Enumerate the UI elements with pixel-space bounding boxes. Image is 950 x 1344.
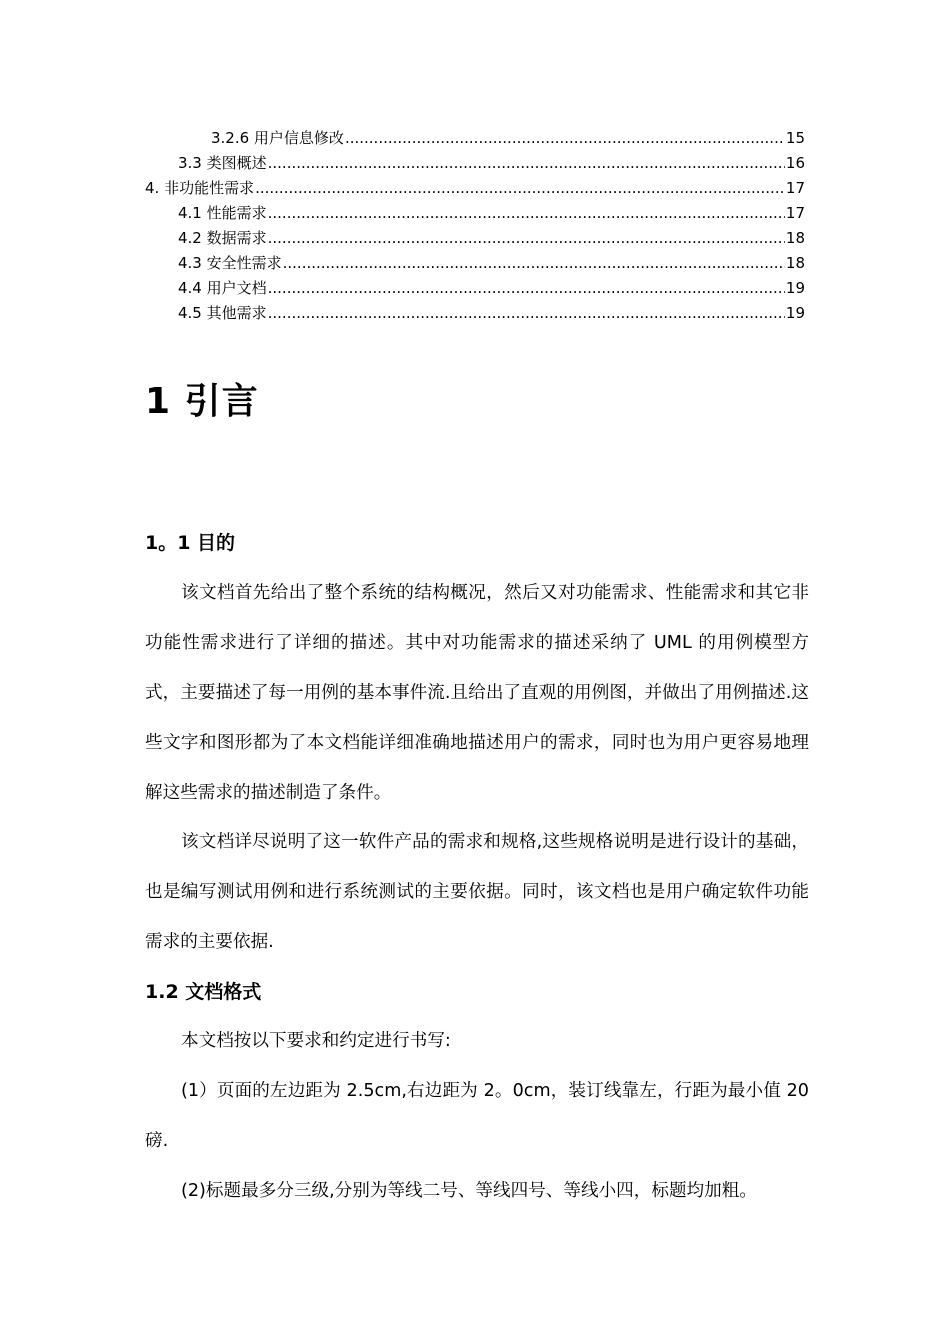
- toc-entry-label: 3.2.6 用户信息修改: [211, 129, 344, 147]
- paragraph: (1）页面的左边距为 2.5cm,右边距为 2。0cm，装订线靠左，行距为最小值 20 磅.: [145, 1081, 809, 1151]
- paragraph: 该文档首先给出了整个系统的结构概况，然后又对功能需求、性能需求和其它非功能性需求进行了详细的描述。其中对功能需求的描述采纳了 UML 的用例模型方式，主要描述了每一用例的基本事件流.且给出了直观的用例图，并做出了用例描述.这些文字和图形都为了本文档能详细准确地描述用户的需求，同时也为用户更容易地理解这些需求的描述制造了条件。: [145, 583, 809, 803]
- toc-leader-dots: [268, 276, 785, 301]
- toc-entry[interactable]: [145, 251, 805, 276]
- toc-entry[interactable]: [145, 276, 805, 301]
- section-title-format: 1.2 文档格式: [145, 981, 262, 1003]
- paragraph: 本文档按以下要求和约定进行书写:: [181, 1031, 451, 1051]
- toc-entry-page: 19: [785, 304, 805, 322]
- toc-entry[interactable]: [145, 151, 805, 176]
- toc-entry-page: 18: [785, 229, 805, 247]
- toc-leader-dots: [268, 151, 785, 176]
- toc-entry-label: 4.1 性能需求: [178, 204, 267, 222]
- toc-leader-dots: [255, 176, 785, 201]
- section-title-purpose: 1。1 目的: [145, 532, 236, 554]
- toc-entry-label: 4.2 数据需求: [178, 229, 267, 247]
- toc-entry-label: 4. 非功能性需求: [145, 179, 255, 197]
- toc-entry-label: 4.4 用户文档: [178, 279, 267, 297]
- toc-leader-dots: [268, 301, 785, 326]
- toc-entry[interactable]: [145, 201, 805, 226]
- toc-entry[interactable]: [145, 226, 805, 251]
- toc-leader-dots: [283, 251, 785, 276]
- toc-entry-page: 16: [785, 154, 805, 172]
- toc-entry-page: 19: [785, 279, 805, 297]
- toc-entry[interactable]: [145, 301, 805, 326]
- toc-entry-page: 17: [785, 204, 805, 222]
- toc-entry-label: 4.5 其他需求: [178, 304, 267, 322]
- toc-entry[interactable]: [145, 176, 805, 201]
- toc-entry-page: 15: [785, 129, 805, 147]
- chapter-title: 1 引言: [145, 381, 259, 422]
- toc-entry[interactable]: [145, 126, 805, 151]
- toc-leader-dots: [268, 226, 785, 251]
- toc-leader-dots: [345, 126, 785, 151]
- table-of-contents: [145, 126, 805, 326]
- paragraph: 该文档详尽说明了这一软件产品的需求和规格,这些规格说明是进行设计的基础，也是编写测试用例和进行系统测试的主要依据。同时，该文档也是用户确定软件功能需求的主要依据.: [145, 832, 809, 952]
- toc-entry-page: 17: [785, 179, 805, 197]
- toc-leader-dots: [268, 201, 785, 226]
- paragraph: (2)标题最多分三级,分别为等线二号、等线四号、等线小四，标题均加粗。: [181, 1181, 757, 1201]
- toc-entry-label: 3.3 类图概述: [178, 154, 267, 172]
- toc-entry-page: 18: [785, 254, 805, 272]
- toc-entry-label: 4.3 安全性需求: [178, 254, 282, 272]
